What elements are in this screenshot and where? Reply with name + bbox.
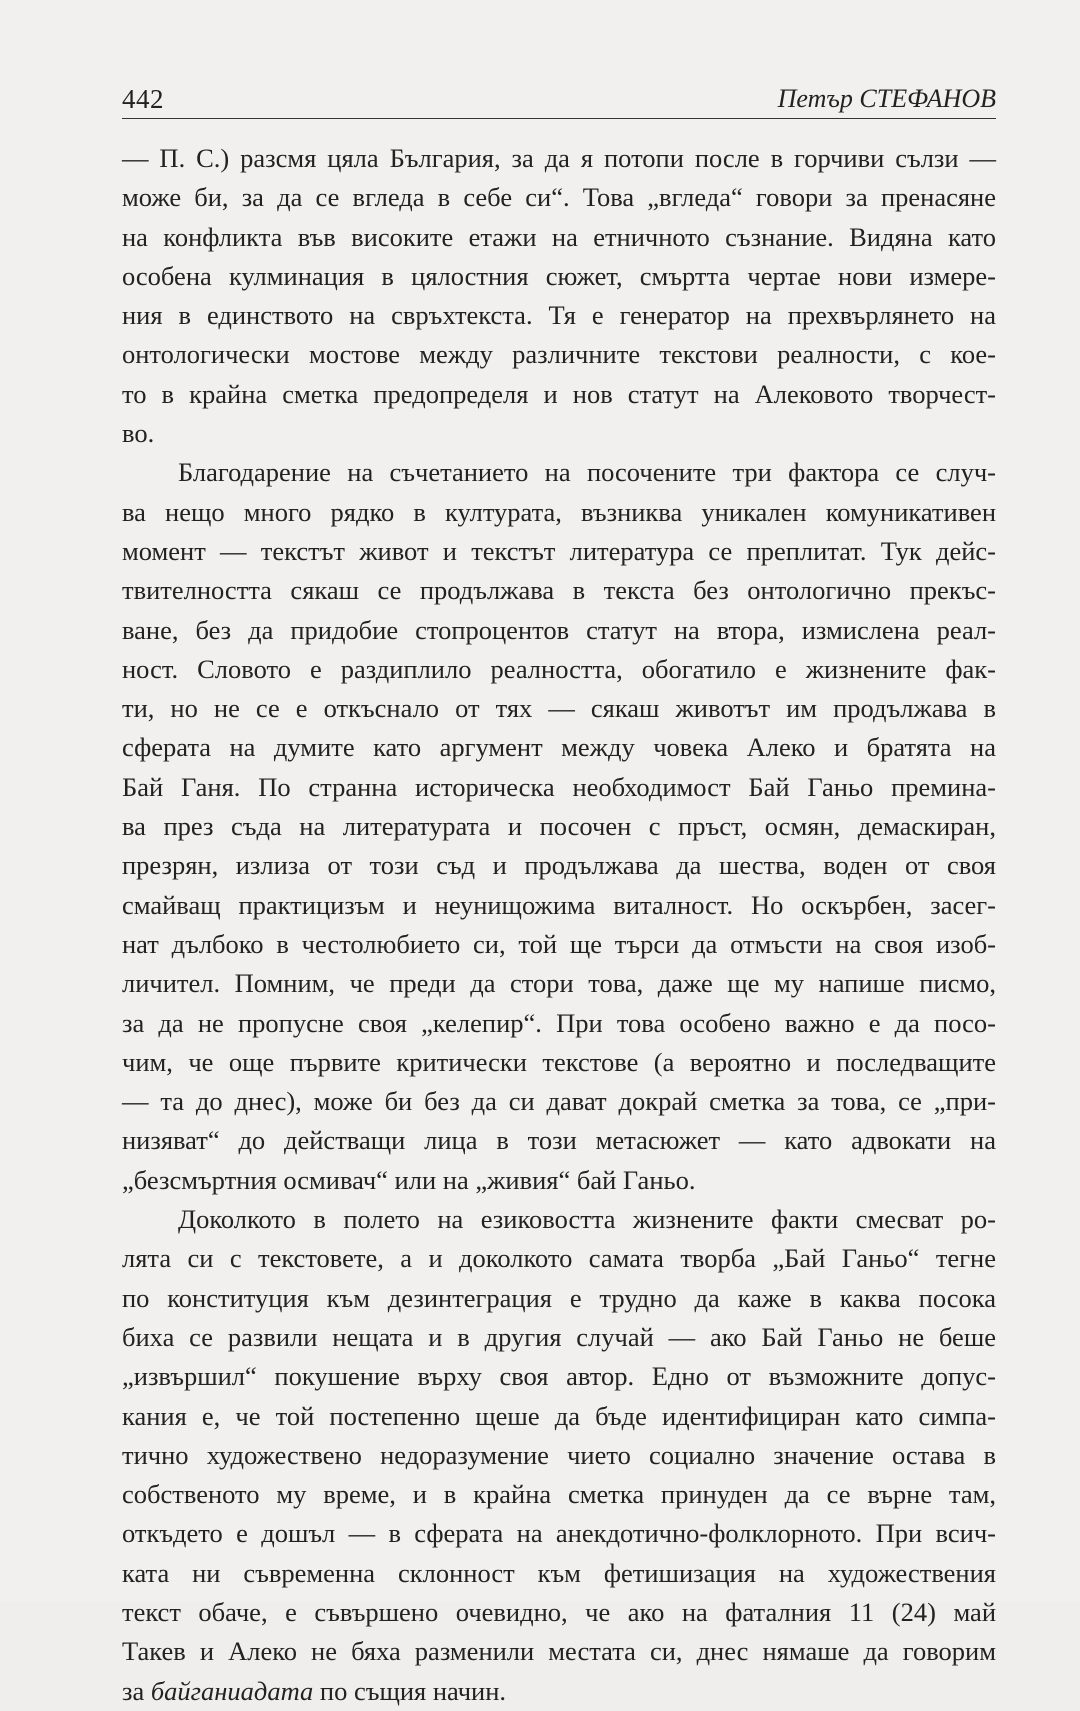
text-line: „безсмъртния осмивач“ или на „живия“ бай Ганьо. <box>122 1164 696 1195</box>
text-line: Благодарение на съчетанието на посочените три фактора се случ- <box>178 457 996 488</box>
text-line: собственото му време, и в крайна сметка принуден да се върне там, <box>122 1479 996 1510</box>
text-line: ване, без да придобие стопроцентов статут на втора, измислена реал- <box>122 614 996 645</box>
text-line: сферата на думите като аргумент между човека Алеко и братята на <box>122 732 996 763</box>
text-line: ност. Словото е раздиплило реалността, обогатило е жизнените фак- <box>122 653 996 684</box>
text-line: ва нещо много рядко в културата, възниква уникален комуникативен <box>122 496 996 527</box>
page-number: 442 <box>122 84 164 114</box>
text-line: „извършил“ покушение върху своя автор. Едно от възможните допус- <box>122 1361 996 1392</box>
text-line: нат дълбоко в честолюбието си, той ще търси да отмъсти на своя изоб- <box>122 928 996 959</box>
text-line: за да не пропусне своя „келепир“. При това особено важно е да посо- <box>122 1007 996 1038</box>
text-line: може би, за да се вгледа в себе си“. Това „вгледа“ говори за пренасяне <box>122 182 996 213</box>
text-line: во. <box>122 418 155 449</box>
running-head-author: Петър СТЕФАНОВ <box>777 84 996 113</box>
text-line: — П. С.) разсмя цяла България, за да я потопи после в горчиви сълзи — <box>122 143 996 173</box>
text-line: на конфликта във високите етажи на етничното съзнание. Видяна като <box>122 221 996 252</box>
text-line-final <box>122 1672 996 1711</box>
text-line: лята си с текстовете, а и доколкото самата творба „Бай Ганьо“ тегне <box>122 1243 996 1274</box>
final-line-end: по същия начин. <box>313 1675 507 1706</box>
text-line: низяват“ до действащи лица в този метасюжет — като адвокати на <box>122 1125 996 1156</box>
text-line: то в крайна сметка предопределя и нов статут на Алековото творчест- <box>122 378 996 409</box>
text-line: ния в единството на свръхтекста. Тя е генератор на прехвърлянето на <box>122 300 996 331</box>
text-line: момент — текстът живот и текстът литература се преплитат. Тук дейс- <box>122 535 996 566</box>
text-line: смайващ практицизъм и неунищожима виталност. Но оскърбен, засег- <box>122 889 996 920</box>
body-text <box>122 139 996 1711</box>
text-line: личител. Помним, че преди да стори това, даже ще му напише писмо, <box>122 968 996 999</box>
italic-term: байганиадата <box>150 1675 314 1706</box>
paragraph-1 <box>122 139 996 453</box>
text-line: тично художествено недоразумение чието социално значение остава в <box>122 1439 996 1470</box>
text-line: кания е, че той постепенно щеше да бъде идентифициран като симпа- <box>122 1400 996 1431</box>
text-line: презрян, излиза от този съд и продължава да шества, воден от своя <box>122 850 996 881</box>
text-line: ти, но не се е откъснало от тях — сякаш животът им продължава в <box>122 693 996 724</box>
paragraph-3 <box>122 1200 996 1711</box>
text-line: твителността сякаш се продължава в текста без онтологично прекъс- <box>122 575 996 606</box>
text-line: чим, че още първите критически текстове (а вероятно и последващите <box>122 1046 996 1077</box>
page-header <box>122 82 996 116</box>
text-line: Доколкото в полето на езиковостта жизнените факти смесват ро- <box>178 1204 996 1235</box>
text-line: ката ни съвременна склонност към фетишизация на художествения <box>122 1557 996 1588</box>
text-line: по конституция към дезинтеграция е трудно да каже в каква посока <box>122 1282 996 1313</box>
text-line: биха се развили нещата и в другия случай — ако Бай Ганьо не беше <box>122 1321 996 1352</box>
text-line: Бай Ганя. По странна историческа необходимост Бай Ганьо премина- <box>122 771 996 802</box>
text-line: откъдето е дошъл — в сферата на анекдотично-фолклорното. При всич- <box>122 1518 996 1549</box>
paragraph-2 <box>122 453 996 1200</box>
header-rule <box>122 118 996 119</box>
text-line: онтологически мостове между различните текстови реалности, с кое- <box>122 339 996 370</box>
text-line: Такев и Алеко не бяха разменили местата си, днес нямаше да говорим <box>122 1636 996 1667</box>
text-line: ва през съда на литературата и посочен с пръст, осмян, демаскиран, <box>122 811 996 842</box>
final-line-start: за <box>122 1675 151 1706</box>
text-line: текст обаче, е съвършено очевидно, че ако на фаталния 11 (24) май <box>122 1596 996 1627</box>
text-line: особена кулминация в цялостния сюжет, смъртта чертае нови измере- <box>122 260 996 291</box>
text-line: — та до днес), може би без да си дават докрай сметка за това, се „при- <box>122 1086 996 1117</box>
